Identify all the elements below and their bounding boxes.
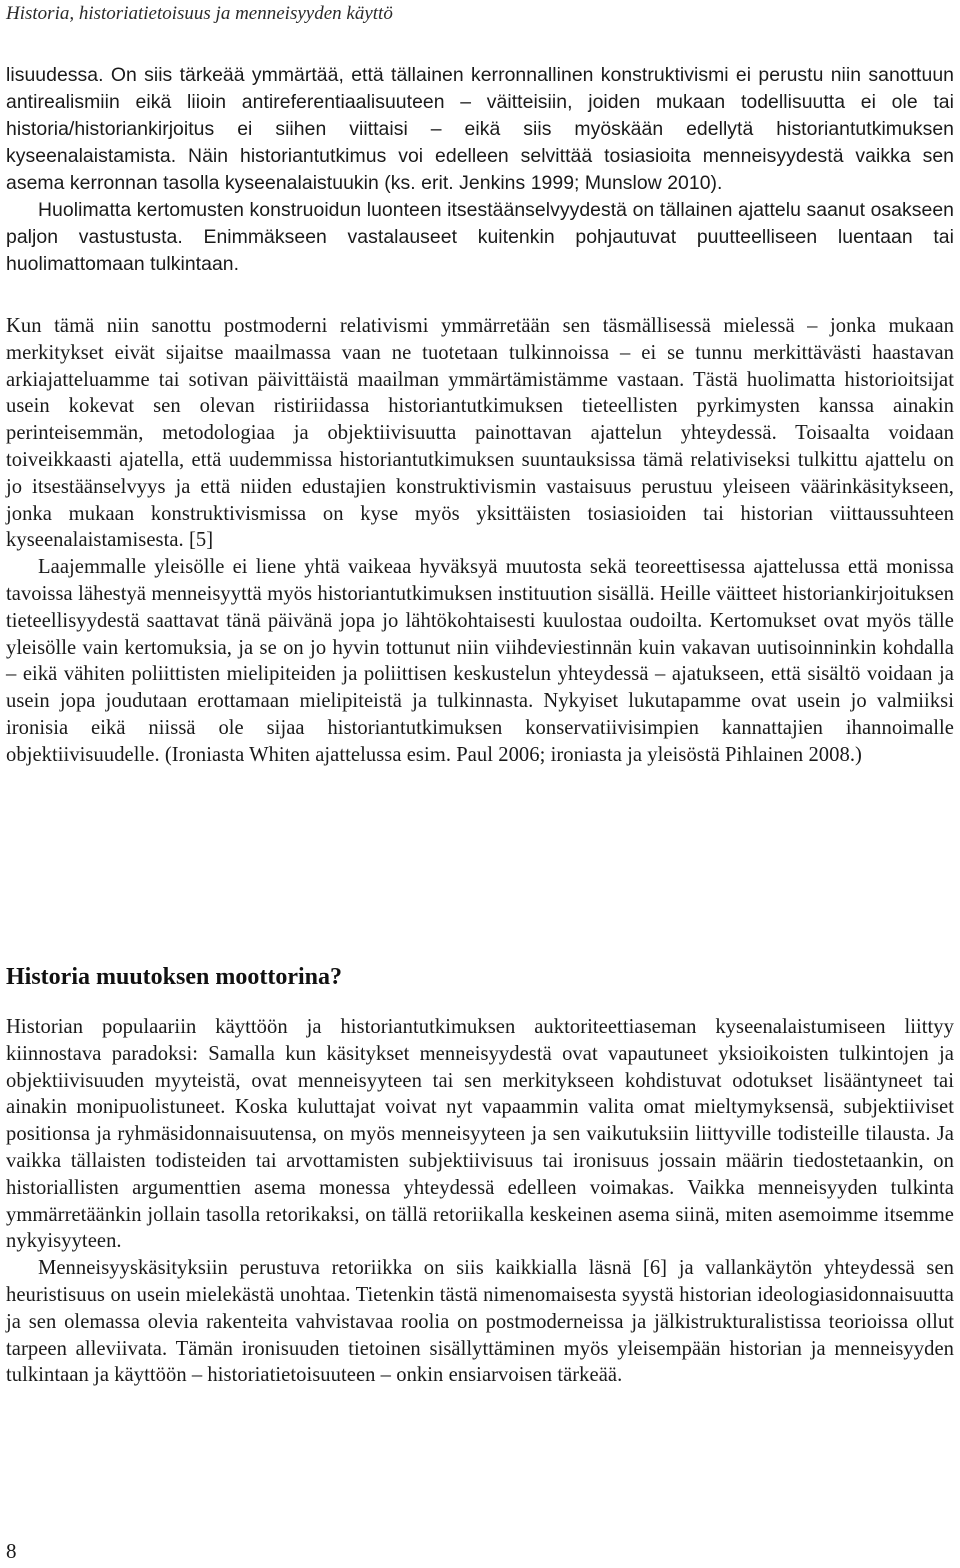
running-header: Historia, historiatietoisuus ja menneisyyden käyttö <box>6 3 393 24</box>
main-text <box>6 62 954 278</box>
section-text <box>6 1014 954 1389</box>
paragraph-relativism: Kun tämä niin sanottu postmoderni relativismi ymmärretään sen täsmällisessä mielessä – jonka mukaan merkitykset eivät sijaitse maailmassa vaan ne tuotetaan tulkinnoissa – ei se tunnu merkittävästi haastavan arkiajatteluamme tai sotivan päivittäistä maailman ymmärtämistämme vastaan. Tästä huolimatta historioitsijat usein kokevat sen olevan ristiriidassa historiantutkimuksen tieteellisten pyrkimysten kanssa ainakin perinteisemmän, metodologiaa ja objektiivisuutta painottavan ajattelun yhteydessä. Toisaalta voidaan toiveikkaasti ajatella, että uudemmissa historiantutkimuksen suuntauksissa tämä relativiseksi tulkittu ajattelu on jo itsestäänselvyys ja että niiden edustajien konstruktivismin vastaisuus perustuu yleiseen väärinkäsitykseen, jonka mukaan konstruktivismissa on kyse myös yksittäisten tosiasioiden tai historian viittaussuhteen kyseenalaistamisesta. [5] <box>6 315 954 552</box>
paragraph-objections: Huolimatta kertomusten konstruoidun luonteen itsestäänselvyydestä on tällainen ajattelu saanut osakseen paljon vastustusta. Enimmäkseen vastalauseet kuitenkin pohjautuvat puutteelliseen luentaan tai huolimattomaan tulkintaan. <box>6 199 954 275</box>
section-heading: Historia muutoksen moottorina? <box>6 964 342 990</box>
text-block-sans <box>6 62 954 278</box>
main-text-serif <box>6 313 954 769</box>
paragraph-wider-audience: Laajemmalle yleisölle ei liene yhtä vaikeaa hyväksyä muutosta sekä teoreettisessa ajattelussa että monissa tavoissa lähestyä menneisyyttä myös historiantutkimuksen instituution sisällä. Heille väitteet historiankirjoituksen tieteellisyydestä saattavat tänä päivänä jopa jo lähtökohtaisesti kuulostaa oudoilta. Kertomukset ovat myös tälle yleisölle vain kertomuksia, ja se on jo hyvin tottunut niin viihdeviestinnän kuin vakavan uutisoinninkin kohdalla – eikä vähiten poliittisten mielipiteiden ja poliittisen keskustelun yhteydessä – ajatukseen, että sisältö voidaan ja usein jopa joudutaan erottamaan mielipiteistä ja tulkinnasta. Nykyiset lukutapamme ovat usein jo valmiiksi ironisia eikä niissä ole sijaa historiantutkimuksen konservatiivisimpien kannattajien ihannoimalle objektiivisuudelle. (Ironiasta Whiten ajattelussa esim. Paul 2006; ironiasta ja yleisöstä Pihlainen 2008.) <box>6 556 954 766</box>
paragraph-rhetoric: Menneisyyskäsityksiin perustuva retoriikka on siis kaikkialla läsnä [6] ja vallankäytön yhteydessä sen heuristisuus on usein mielekästä unohtaa. Tietenkin tästä nimenomaisesta syystä historian ideologiasidonnaisuutta ja sen olemassa olevia rakenteita vahvistavaa roolia on postmoderneissa ja jälkistrukturalistissa teorioissa ollut tarpeen alleviivata. Tämän ironisuuden tietoinen sisällyttäminen myös yleisempään historian ja menneisyyden tulkintaan ja käyttöön – historiatietoisuuteen – onkin ensiarvoisen tärkeää. <box>6 1257 954 1387</box>
page-number: 8 <box>6 1539 17 1563</box>
paragraph-continued: lisuudessa. On siis tärkeää ymmärtää, että tällainen kerronnallinen konstruktivismi ei perustu niin sanottuun antirealismiin eikä liioin antireferentiaalisuuteen – väitteisiin, joiden mukaan todellisuutta ei ole tai historia/historiankirjoitus ei siihen viittaisi – eikä siis myöskään edellytä historiantutkimuksen kyseenalaistamista. Näin historiantutkimus voi edelleen selvittää tosiasioita menneisyydestä vaikka sen asema kerronnan tasolla kyseenalaistuukin (ks. erit. Jenkins 1999; Munslow 2010). <box>6 64 954 194</box>
paragraph-paradox: Historian populaariin käyttöön ja historiantutkimuksen auktoriteettiaseman kyseenalaistumiseen liittyy kiinnostava paradoksi: Samalla kun käsitykset menneisyydestä ovat vapautuneet yksioikoisten tulkintojen ja objektiivisuuden myyteistä, ovat menneisyyteen tai sen merkitykseen kohdistuvat odotukset lisääntyneet tai ainakin monipuolistuneet. Koska kuluttajat voivat nyt vapaammin valita omat mieltymyksensä, subjektiiviset positionsa ja ryhmäsidonnaisuutensa, on myös menneisyyteen ja sen vaikutuksiin liittyville todisteille tilausta. Ja vaikka tällaisten todisteiden tai arvottamisten subjektiivisuus tai ironisuus jossain määrin tiedostetaankin, on historiallisten argumenttien asema monessa yhteydessä edelleen voimakas. Vaikka menneisyyden tulkinta ymmärretäänkin jollain tasolla retorikaksi, on tällä retoriikalla keskeinen asema siinä, miten asemoimme itsemme nykyisyyteen. <box>6 1016 954 1253</box>
